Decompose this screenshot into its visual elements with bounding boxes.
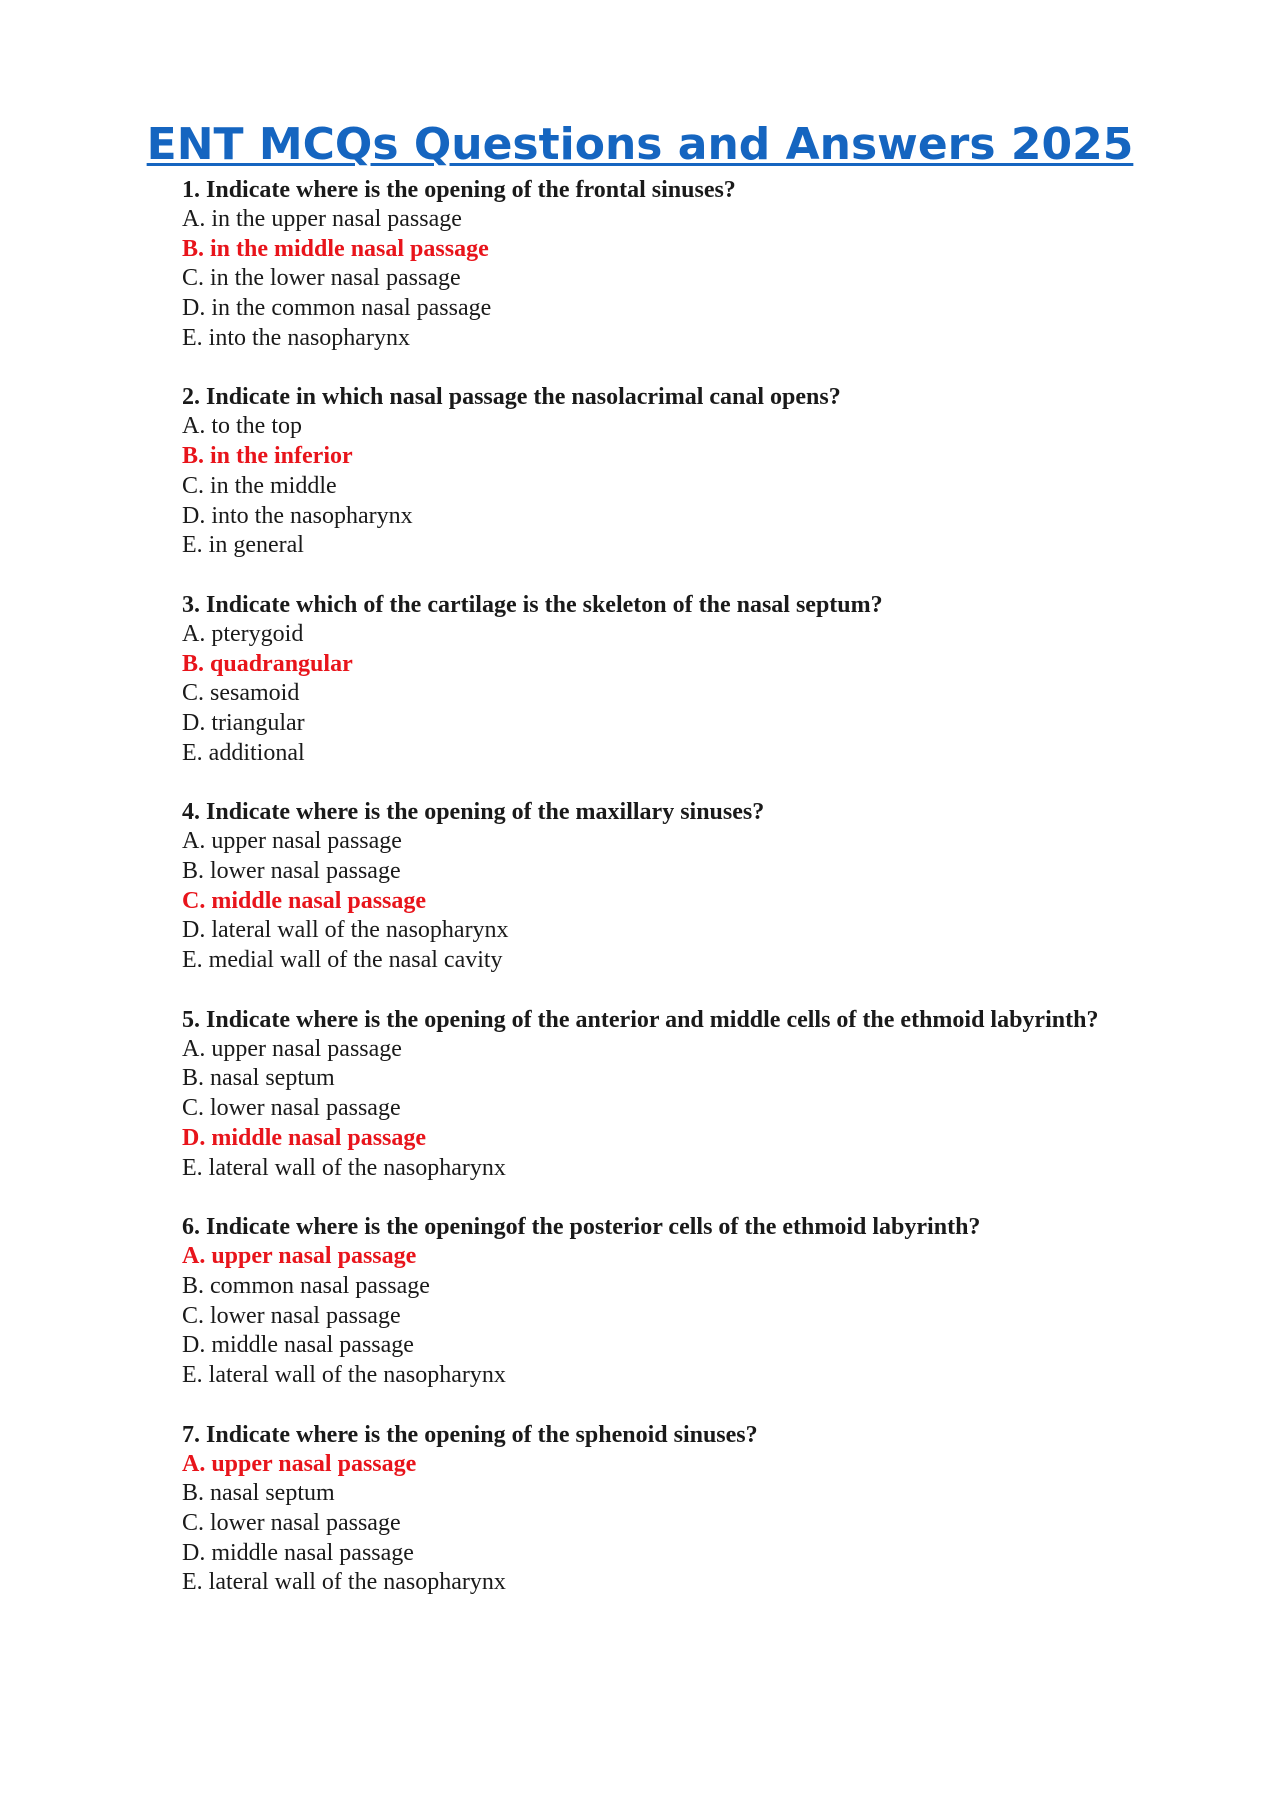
question-3 xyxy=(182,590,1262,768)
answer-option: C. lower nasal passage xyxy=(182,1095,401,1122)
answer-option: D. lateral wall of the nasopharynx xyxy=(182,917,509,944)
document-title xyxy=(0,118,1280,172)
question-6 xyxy=(182,1212,1262,1390)
document-title-text: ENT MCQs Questions and Answers 2025 xyxy=(146,119,1134,170)
answer-option: D. triangular xyxy=(182,709,305,736)
answer-option: E. lateral wall of the nasopharynx xyxy=(182,1569,506,1596)
answer-option: C. sesamoid xyxy=(182,680,300,707)
answer-option: B. common nasal passage xyxy=(182,1272,430,1299)
answer-option: E. medial wall of the nasal cavity xyxy=(182,947,503,974)
answer-option: D. middle nasal passage xyxy=(182,1539,414,1566)
answer-option: B. lower nasal passage xyxy=(182,858,401,884)
answer-option: C. in the middle xyxy=(182,472,337,499)
question-text: 6. Indicate where is the openingof the posterior cells of the ethmoid labyrinth? xyxy=(182,1214,981,1241)
answer-option: E. additional xyxy=(182,739,305,766)
answer-option: A. upper nasal passage xyxy=(182,828,402,855)
question-text: 1. Indicate where is the opening of the frontal sinuses? xyxy=(182,177,736,203)
answer-option: A. to the top xyxy=(182,413,302,440)
answer-option: C. lower nasal passage xyxy=(182,1302,401,1329)
question-text: 4. Indicate where is the opening of the maxillary sinuses? xyxy=(182,799,765,826)
answer-option: D. into the nasopharynx xyxy=(182,502,413,529)
answer-option: E. lateral wall of the nasopharynx xyxy=(182,1361,506,1388)
question-5 xyxy=(182,1005,1262,1183)
question-2 xyxy=(182,382,1262,560)
question-text: 3. Indicate which of the cartilage is the skeleton of the nasal septum? xyxy=(182,591,883,618)
answer-option-correct: D. middle nasal passage xyxy=(182,1124,427,1151)
answer-option-correct: A. upper nasal passage xyxy=(182,1243,417,1270)
answer-option: B. nasal septum xyxy=(182,1480,335,1507)
question-text: 5. Indicate where is the opening of the anterior and middle cells of the ethmoid labyrinth? xyxy=(182,1006,1099,1033)
answer-option: E. in general xyxy=(182,532,304,559)
answer-option: A. pterygoid xyxy=(182,620,304,647)
answer-option-correct: B. in the inferior xyxy=(182,443,353,470)
question-7 xyxy=(182,1420,1262,1598)
answer-option: B. nasal septum xyxy=(182,1065,335,1092)
answer-option: E. lateral wall of the nasopharynx xyxy=(182,1154,506,1181)
answer-option-correct: B. in the middle nasal passage xyxy=(182,235,489,262)
answer-option-correct: B. quadrangular xyxy=(182,650,353,677)
question-1 xyxy=(182,175,1262,353)
answer-option: A. in the upper nasal passage xyxy=(182,206,462,232)
question-list xyxy=(182,175,1262,1627)
answer-option: C. lower nasal passage xyxy=(182,1510,401,1536)
question-text: 7. Indicate where is the opening of the sphenoid sinuses? xyxy=(182,1421,758,1448)
answer-option: D. in the common nasal passage xyxy=(182,295,492,322)
question-4 xyxy=(182,797,1262,975)
answer-option-correct: A. upper nasal passage xyxy=(182,1450,417,1477)
question-text: 2. Indicate in which nasal passage the nasolacrimal canal opens? xyxy=(182,384,841,411)
answer-option-correct: C. middle nasal passage xyxy=(182,887,427,914)
answer-option: C. in the lower nasal passage xyxy=(182,265,461,292)
answer-option: A. upper nasal passage xyxy=(182,1035,402,1062)
answer-option: D. middle nasal passage xyxy=(182,1332,414,1359)
answer-option: E. into the nasopharynx xyxy=(182,324,410,351)
